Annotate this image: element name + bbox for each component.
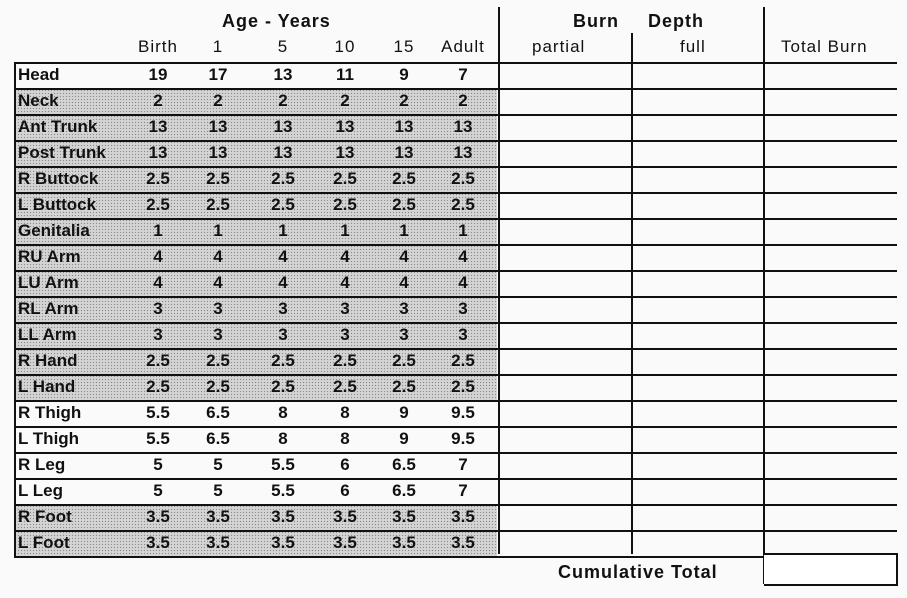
percent-value-cell: 2.5 — [146, 377, 170, 396]
table-left-border — [14, 62, 16, 558]
full-burn-entry-cell[interactable] — [633, 116, 763, 140]
percent-value-cell: 2.5 — [392, 195, 416, 214]
total-burn-entry-cell[interactable] — [765, 402, 896, 426]
percent-value-cell: 2 — [278, 91, 288, 110]
percent-value-cell: 4 — [458, 247, 468, 266]
partial-burn-entry-cell[interactable] — [500, 480, 631, 504]
percent-value-cell: 2.5 — [451, 195, 475, 214]
percent-value-cell: 2.5 — [333, 169, 357, 188]
percent-value-cell: 3 — [399, 299, 409, 318]
total-burn-entry-cell[interactable] — [765, 350, 896, 374]
cumulative-total-label: Cumulative Total — [558, 562, 718, 582]
percent-value-cell: 8 — [278, 429, 288, 448]
percent-value-cell: 3.5 — [333, 533, 357, 552]
percent-value-cell: 3 — [213, 299, 223, 318]
percent-value-cell: 8 — [340, 429, 350, 448]
percent-value-cell: 3 — [458, 325, 468, 344]
percent-value-cell: 2 — [213, 91, 223, 110]
percent-value-cell: 2 — [458, 91, 468, 110]
percent-value-cell: 13 — [335, 143, 355, 162]
total-burn-entry-cell[interactable] — [765, 272, 896, 296]
total-burn-entry-cell[interactable] — [765, 116, 896, 140]
age-header-5: 5 — [277, 37, 289, 56]
full-burn-entry-cell[interactable] — [633, 168, 763, 192]
partial-burn-entry-cell[interactable] — [500, 168, 631, 192]
percent-value-cell: 13 — [394, 117, 414, 136]
body-part-label: L Buttock — [18, 195, 97, 214]
percent-value-cell: 6.5 — [392, 481, 416, 500]
percent-value-cell: 3.5 — [392, 533, 416, 552]
percent-value-cell: 5.5 — [271, 481, 295, 500]
percent-value-cell: 4 — [399, 247, 409, 266]
total-burn-entry-cell[interactable] — [765, 168, 896, 192]
percent-value-cell: 1 — [153, 221, 163, 240]
percent-value-cell: 8 — [278, 403, 288, 422]
total-burn-entry-cell[interactable] — [765, 376, 896, 400]
percent-value-cell: 17 — [208, 65, 228, 84]
percent-value-cell: 4 — [399, 273, 409, 292]
age-header-15: 15 — [393, 37, 415, 56]
percent-value-cell: 13 — [453, 143, 473, 162]
full-column-header: full — [680, 37, 706, 56]
body-part-label: R Buttock — [18, 169, 99, 188]
percent-value-cell: 2.5 — [146, 169, 170, 188]
body-part-label: R Foot — [18, 507, 72, 526]
full-burn-entry-cell[interactable] — [633, 532, 763, 556]
percent-value-cell: 3.5 — [206, 507, 230, 526]
percent-value-cell: 3.5 — [271, 507, 295, 526]
percent-value-cell: 13 — [335, 117, 355, 136]
partial-burn-entry-cell[interactable] — [500, 272, 631, 296]
percent-value-cell: 1 — [399, 221, 409, 240]
percent-value-cell: 2.5 — [333, 351, 357, 370]
percent-value-cell: 1 — [458, 221, 468, 240]
percent-value-cell: 2.5 — [271, 195, 295, 214]
partial-burn-entry-cell[interactable] — [500, 532, 631, 556]
partial-burn-entry-cell[interactable] — [500, 298, 631, 322]
percent-value-cell: 2.5 — [206, 195, 230, 214]
body-part-label: RU Arm — [18, 247, 81, 266]
percent-value-cell: 4 — [213, 273, 223, 292]
percent-value-cell: 7 — [458, 65, 468, 84]
percent-value-cell: 13 — [273, 143, 293, 162]
percent-value-cell: 3 — [340, 325, 350, 344]
percent-value-cell: 13 — [273, 117, 293, 136]
percent-value-cell: 3.5 — [451, 507, 475, 526]
body-part-label: Ant Trunk — [18, 117, 98, 136]
row-divider — [14, 556, 763, 558]
full-burn-entry-cell[interactable] — [633, 402, 763, 426]
percent-value-cell: 4 — [278, 247, 288, 266]
percent-value-cell: 6 — [340, 455, 350, 474]
percent-value-cell: 2 — [399, 91, 409, 110]
percent-value-cell: 4 — [153, 273, 163, 292]
total-burn-entry-cell[interactable] — [765, 142, 896, 166]
percent-value-cell: 3.5 — [146, 507, 170, 526]
percent-value-cell: 1 — [340, 221, 350, 240]
percent-value-cell: 5 — [213, 455, 223, 474]
percent-value-cell: 3.5 — [146, 533, 170, 552]
percent-value-cell: 2.5 — [206, 169, 230, 188]
percent-value-cell: 2.5 — [206, 377, 230, 396]
full-burn-entry-cell[interactable] — [633, 220, 763, 244]
percent-value-cell: 4 — [278, 273, 288, 292]
body-part-label: LU Arm — [18, 273, 79, 292]
full-burn-entry-cell[interactable] — [633, 480, 763, 504]
partial-burn-entry-cell[interactable] — [500, 506, 631, 530]
percent-value-cell: 3 — [278, 325, 288, 344]
percent-value-cell: 9 — [399, 429, 409, 448]
age-header-birth: Birth — [138, 37, 178, 56]
partial-burn-entry-cell[interactable] — [500, 90, 631, 114]
body-part-label: L Leg — [18, 481, 64, 500]
age-header-1: 1 — [212, 37, 224, 56]
percent-value-cell: 2.5 — [392, 351, 416, 370]
age-header-adult: Adult — [441, 37, 485, 56]
burn-title: Burn — [573, 11, 619, 31]
percent-value-cell: 6.5 — [206, 429, 230, 448]
total-burn-entry-cell[interactable] — [765, 90, 896, 114]
divider-full-total — [763, 7, 765, 584]
full-burn-entry-cell[interactable] — [633, 428, 763, 452]
full-burn-entry-cell[interactable] — [633, 272, 763, 296]
percent-value-cell: 13 — [453, 117, 473, 136]
partial-burn-entry-cell[interactable] — [500, 454, 631, 478]
full-burn-entry-cell[interactable] — [633, 246, 763, 270]
body-part-label: Genitalia — [18, 221, 90, 240]
partial-burn-entry-cell[interactable] — [500, 324, 631, 348]
percent-value-cell: 2 — [153, 91, 163, 110]
percent-value-cell: 13 — [148, 117, 168, 136]
partial-burn-entry-cell[interactable] — [500, 116, 631, 140]
partial-burn-entry-cell[interactable] — [500, 246, 631, 270]
percent-value-cell: 4 — [458, 273, 468, 292]
partial-burn-entry-cell[interactable] — [500, 142, 631, 166]
full-burn-entry-cell[interactable] — [633, 350, 763, 374]
percent-value-cell: 3.5 — [206, 533, 230, 552]
percent-value-cell: 2.5 — [451, 169, 475, 188]
percent-value-cell: 3 — [278, 299, 288, 318]
percent-value-cell: 2.5 — [392, 377, 416, 396]
total-burn-entry-cell[interactable] — [765, 298, 896, 322]
percent-value-cell: 3.5 — [451, 533, 475, 552]
percent-value-cell: 9 — [399, 65, 409, 84]
percent-value-cell: 3.5 — [271, 533, 295, 552]
partial-column-header: partial — [532, 37, 586, 56]
cumulative-total-box[interactable] — [764, 553, 898, 586]
percent-value-cell: 2.5 — [333, 377, 357, 396]
percent-value-cell: 4 — [340, 273, 350, 292]
percent-value-cell: 2.5 — [451, 377, 475, 396]
percent-value-cell: 3 — [399, 325, 409, 344]
percent-value-cell: 3 — [213, 325, 223, 344]
divider-age-burn — [498, 7, 500, 554]
total-burn-entry-cell[interactable] — [765, 454, 896, 478]
full-burn-entry-cell[interactable] — [633, 324, 763, 348]
percent-value-cell: 5.5 — [146, 429, 170, 448]
total-burn-entry-cell[interactable] — [765, 64, 896, 88]
body-part-label: Head — [18, 65, 60, 84]
percent-value-cell: 2.5 — [271, 169, 295, 188]
partial-burn-entry-cell[interactable] — [500, 376, 631, 400]
percent-value-cell: 4 — [340, 247, 350, 266]
percent-value-cell: 7 — [458, 481, 468, 500]
percent-value-cell: 4 — [213, 247, 223, 266]
percent-value-cell: 8 — [340, 403, 350, 422]
percent-value-cell: 4 — [153, 247, 163, 266]
percent-value-cell: 7 — [458, 455, 468, 474]
percent-value-cell: 5 — [213, 481, 223, 500]
percent-value-cell: 1 — [213, 221, 223, 240]
partial-burn-entry-cell[interactable] — [500, 194, 631, 218]
total-burn-entry-cell[interactable] — [765, 220, 896, 244]
total-burn-entry-cell[interactable] — [765, 246, 896, 270]
total-burn-entry-cell[interactable] — [765, 480, 896, 504]
percent-value-cell: 3 — [458, 299, 468, 318]
full-burn-entry-cell[interactable] — [633, 298, 763, 322]
body-part-label: R Hand — [18, 351, 78, 370]
full-burn-entry-cell[interactable] — [633, 376, 763, 400]
percent-value-cell: 13 — [148, 143, 168, 162]
percent-value-cell: 3 — [340, 299, 350, 318]
percent-value-cell: 13 — [208, 143, 228, 162]
age-years-title: Age - Years — [222, 11, 331, 31]
total-burn-entry-cell[interactable] — [765, 194, 896, 218]
percent-value-cell: 2.5 — [392, 169, 416, 188]
percent-value-cell: 11 — [336, 65, 354, 84]
percent-value-cell: 5.5 — [271, 455, 295, 474]
percent-value-cell: 2 — [340, 91, 350, 110]
percent-value-cell: 2.5 — [271, 377, 295, 396]
partial-burn-entry-cell[interactable] — [500, 64, 631, 88]
divider-partial-full — [631, 33, 633, 554]
body-part-label: LL Arm — [18, 325, 77, 344]
percent-value-cell: 2.5 — [451, 351, 475, 370]
percent-value-cell: 2.5 — [206, 351, 230, 370]
percent-value-cell: 3.5 — [333, 507, 357, 526]
depth-title: Depth — [648, 11, 704, 31]
full-burn-entry-cell[interactable] — [633, 64, 763, 88]
full-burn-entry-cell[interactable] — [633, 454, 763, 478]
percent-value-cell: 6.5 — [206, 403, 230, 422]
percent-value-cell: 5.5 — [146, 403, 170, 422]
age-header-10: 10 — [334, 37, 356, 56]
body-part-label: RL Arm — [18, 299, 79, 318]
percent-value-cell: 13 — [208, 117, 228, 136]
body-part-label: L Thigh — [18, 429, 80, 448]
total-burn-entry-cell[interactable] — [765, 428, 896, 452]
percent-value-cell: 2.5 — [146, 351, 170, 370]
full-burn-entry-cell[interactable] — [633, 194, 763, 218]
percent-value-cell: 5 — [153, 481, 163, 500]
percent-value-cell: 6 — [340, 481, 350, 500]
partial-burn-entry-cell[interactable] — [500, 402, 631, 426]
percent-value-cell: 1 — [278, 221, 288, 240]
total-burn-entry-cell[interactable] — [765, 324, 896, 348]
partial-burn-entry-cell[interactable] — [500, 428, 631, 452]
percent-value-cell: 13 — [394, 143, 414, 162]
percent-value-cell: 6.5 — [392, 455, 416, 474]
percent-value-cell: 2.5 — [146, 195, 170, 214]
percent-value-cell: 2.5 — [333, 195, 357, 214]
body-part-label: R Thigh — [18, 403, 82, 422]
percent-value-cell: 9.5 — [451, 429, 475, 448]
full-burn-entry-cell[interactable] — [633, 506, 763, 530]
full-burn-entry-cell[interactable] — [633, 90, 763, 114]
partial-burn-entry-cell[interactable] — [500, 220, 631, 244]
body-part-label: Post Trunk — [18, 143, 106, 162]
percent-value-cell: 3.5 — [392, 507, 416, 526]
body-part-label: R Leg — [18, 455, 66, 474]
percent-value-cell: 2.5 — [271, 351, 295, 370]
percent-value-cell: 3 — [153, 325, 163, 344]
body-part-label: L Foot — [18, 533, 70, 552]
percent-value-cell: 19 — [148, 65, 168, 84]
percent-value-cell: 3 — [153, 299, 163, 318]
body-part-label: L Hand — [18, 377, 76, 396]
percent-value-cell: 5 — [153, 455, 163, 474]
total-burn-column-header: Total Burn — [781, 37, 868, 56]
total-burn-entry-cell[interactable] — [765, 506, 896, 530]
percent-value-cell: 9 — [399, 403, 409, 422]
percent-value-cell: 13 — [273, 65, 293, 84]
body-part-label: Neck — [18, 91, 59, 110]
partial-burn-entry-cell[interactable] — [500, 350, 631, 374]
percent-value-cell: 9.5 — [451, 403, 475, 422]
full-burn-entry-cell[interactable] — [633, 142, 763, 166]
